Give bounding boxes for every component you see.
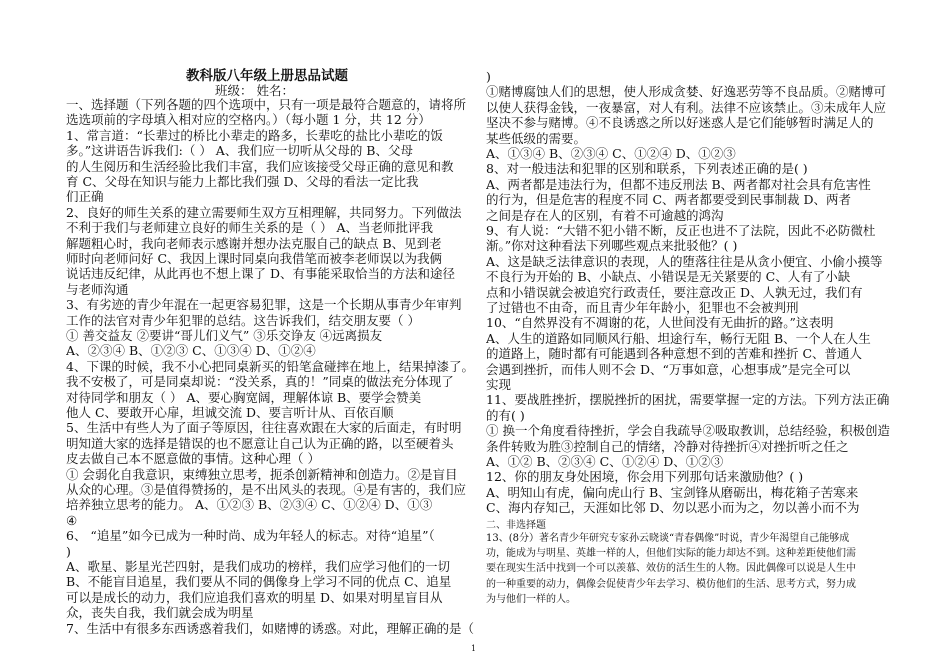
text-line: A、①② B、②③④ C、①②④ D、①②③ [486, 454, 724, 469]
text-line: 8、对一般违法和犯罪的区别和联系，下列表述正确的是( ) [486, 161, 808, 177]
text-line: 不利于我们与老师建立良好的师生关系的是（ ） A、当老师批评我 [66, 220, 433, 236]
text-line: 我不安极了，可是同桌却说：“没关系，真的！”同桌的做法充分体现了 [66, 374, 454, 390]
text-line: 选选项前的字母填入相对应的空格内。）（每小题 1 分，共 12 分） [66, 112, 431, 128]
text-line: 说话违反纪律，从此再也不想上课了 D、有事能采取恰当的方法和途径 [66, 266, 455, 282]
text-line: 他人 C、要敢开心扉，坦诚交流 D、要言听计从、百依百顺 [66, 405, 394, 420]
text-line: ④ [66, 512, 78, 528]
text-line: ) [66, 543, 71, 559]
text-line: 众，丧失自我，我们就会成为明星 [66, 605, 254, 621]
text-line: 9、有人说：“大错不犯小错不断，反正也进不了法院，因此不必防微杜 [486, 223, 876, 238]
text-line: 们正确 [66, 189, 104, 205]
page-number: 1 [471, 644, 477, 653]
text-line: 某些低级的需要。 [486, 130, 587, 146]
text-line: ① 换一个角度看待挫折，学会自我疏导②吸取教训，总结经验，积极创造 [486, 423, 890, 439]
text-line: 了过错也不由奇，而且青少年年龄小，犯罪也不会被判刑 [486, 300, 799, 315]
text-line: 从众的心理。③是值得赞扬的，是不出风头的表现。④是有害的，我们应 [66, 482, 467, 497]
text-line: 之间是存在人的区别，有着不可逾越的鸿沟 [486, 207, 724, 223]
text-line: A、这是缺乏法律意识的表现，人的堕落往往是从贪小便宜、小偷小摸等 [486, 253, 883, 269]
text-line: A、明知山有虎，偏向虎山行 B、宝剑锋从磨砺出，梅花箱子苦寒来 [486, 484, 859, 500]
text-line: 12、你的朋友身处困境，你会用下列那句话来激励他？( ) [486, 469, 804, 485]
text-line: 解题粗心时，我向老师表示感谢并想办法克服自己的缺点 B、见到老 [66, 235, 442, 251]
text-line: 3、有劣迹的青少年混在一起更容易犯罪，这是一个长期从事青少年审判 [66, 297, 462, 313]
text-line: 皮去做自己本不愿意做的事情。这种心理（ ） [66, 451, 320, 467]
text-line: 培养独立思考的能力。 A、①②③ B、②③④ C、①②④ D、①③ [66, 497, 433, 513]
exam-title: 教科版八年级上册思品试题 [186, 68, 348, 84]
text-line: ① 会弱化自我意识，束缚独立思考，扼杀创新精神和创造力。②是盲目 [66, 466, 458, 482]
text-line: 6、 “追星”如今已成为一种时尚、成为年轻人的标志。对待“追星”（ [66, 528, 435, 544]
text-line: 的有( ) [486, 407, 525, 423]
text-line: 可以是成长的动力，我们应追我们喜欢的明星 D、如果对明星盲目从 [66, 589, 443, 605]
text-line: 工作的法官对青少年犯罪的总结。这告诉我们，结交朋友要（ ） [66, 312, 420, 328]
text-line: 渐。”你对这种看法下列哪些观点来批驳他？( ) [486, 238, 738, 254]
text-line: 师时向老师问好 C、我因上课时同桌向我借笔而被李老师误以为我俩 [66, 251, 443, 266]
text-line: 5、生活中有些人为了面子等原因，往往喜欢跟在大家的后面走，有时明 [66, 420, 462, 436]
text-line: 2、良好的师生关系的建立需要师生双方互相理解，共同努力。下列做法 [66, 204, 462, 220]
text-line: 13、(8分）著名青少年研究专家孙云晓谈“青春偶像”时说，青少年渴望自己能够成 [486, 533, 850, 544]
text-line: 育 C、父母在知识与能力上都比我们强 D、父母的看法一定比我 [66, 174, 419, 189]
text-line: ) [486, 69, 491, 84]
text-line: 功，能成为与明星、英雄一样的人，但他们实际的能力却达不到。这种差距使他们需 [486, 548, 856, 560]
text-line: 的人生阅历和生活经验比我们丰富，我们应该接受父母正确的意见和教 [66, 158, 454, 174]
text-line: 10、“自然界没有不凋谢的花，人世间没有无曲折的路。”这表明 [486, 315, 834, 331]
text-line: B、不能盲目追星，我们要从不同的偶像身上学习不同的优点 C、追星 [66, 574, 452, 590]
text-line: 实现 [486, 377, 512, 392]
text-line: 一、选择题（下列各题的四个选项中，只有一项是最符合题意的，请将所 [66, 97, 467, 112]
text-line: 11、要战胜挫折，摆脱挫折的困扰，需要掌握一定的方法。下列方法正确 [486, 392, 890, 408]
text-line: 与老师沟通 [66, 281, 129, 297]
text-line: A、①③④ B、②③④ C、①②④ D、①②③ [486, 146, 736, 161]
text-line: 明知道大家的选择是错误的也不愿意让自己认为正确的路，以至硬着头 [66, 435, 454, 451]
section-2-heading: 二、非选择题 [486, 520, 546, 531]
text-line: 坚决不参与赌博。④不良诱惑之所以好迷惑人是它们能够暂时满足人的 [486, 115, 874, 131]
text-line: 点和小错误就会被追究行政责任，要注意改正 D、人孰无过，我们有 [486, 284, 863, 300]
text-line: C、海内存知己，天涯如比邻 D、勿以恶小而为之，勿以善小而不为 [486, 500, 860, 516]
text-line: 不良行为开始的 B、小缺点、小错误是无关紧要的 C、人有了小缺 [486, 269, 851, 285]
text-line: 条件转败为胜③控制自己的情绪，冷静对待挫折④对挫折听之任之 [486, 438, 849, 454]
text-line: A、人生的道路如同顺风行船、坦途行车，畅行无阻 B、一个人在人生 [486, 330, 871, 346]
text-line: A、②③④ B、①②③ C、①③④ D、①②④ [66, 343, 316, 359]
text-line: 为与他们一样的人。 [486, 593, 576, 605]
text-line: 的道路上，随时都有可能遇到各种意想不到的苦难和挫折 C、普通人 [486, 346, 863, 362]
class-name-line: 班级： 姓名： [215, 83, 294, 98]
text-line: 4、下课的时候，我不小心把同桌新买的铅笔盒碰摔在地上，结果掉漆了。 [66, 358, 474, 374]
text-line: ① 善交益友 ②要讲“哥儿们义气” ③乐交诤友 ④远离损友 [66, 328, 383, 343]
text-line: 会遇到挫折，而伟人则不会 D、“万事如意，心想事成”是完全可以 [486, 361, 851, 377]
text-line: 的行为，但是危害的程度不同 C、两者都要受到民事制裁 D、两者 [486, 192, 852, 208]
text-line: 多。”这讲语告诉我们:（ ） A、我们应一切听从父母的 B、父母 [66, 143, 413, 159]
text-line: 的一种重要的动力，偶像会促使青少年去学习、模仿他们的生活、思考方式，努力成 [486, 578, 856, 590]
text-line: 以使人获得金钱，一夜暴富，对人有利。法律不应该禁止。③未成年人应 [486, 99, 887, 115]
text-line: 对待同学和朋友（ ） A、要心胸宽阔，理解体谅 B、要学会赞美 [66, 389, 422, 405]
text-line: 要在现实生活中找到一个可以羡慕、效仿的活生生的人物。因此偶像可以说是人生中 [486, 563, 856, 575]
text-line: A、两者都是违法行为，但都不违反刑法 B、两者都对社会具有危害性 [486, 176, 871, 192]
text-line: 1、常言道：“长辈过的桥比小辈走的路多，长辈吃的盐比小辈吃的饭 [66, 127, 443, 143]
text-line: 7、生活中有很多东西诱惑着我们，如赌博的诱惑。对此，理解正确的是（ [66, 620, 474, 636]
text-line: A、歌星、影星光芒四射，是我们成功的榜样，我们应学习他们的一切 [66, 559, 451, 574]
text-line: ①赌博腐蚀人们的思想，使人形成贪婪、好逸恶劳等不良品质。②赌博可 [486, 84, 887, 100]
